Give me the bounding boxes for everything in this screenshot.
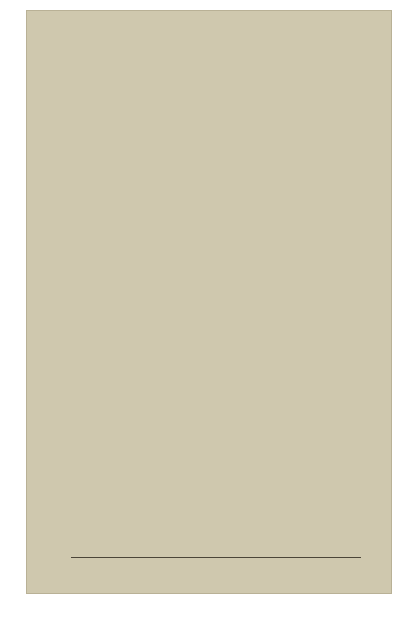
document-page xyxy=(26,10,392,594)
bottom-rule xyxy=(71,557,361,558)
